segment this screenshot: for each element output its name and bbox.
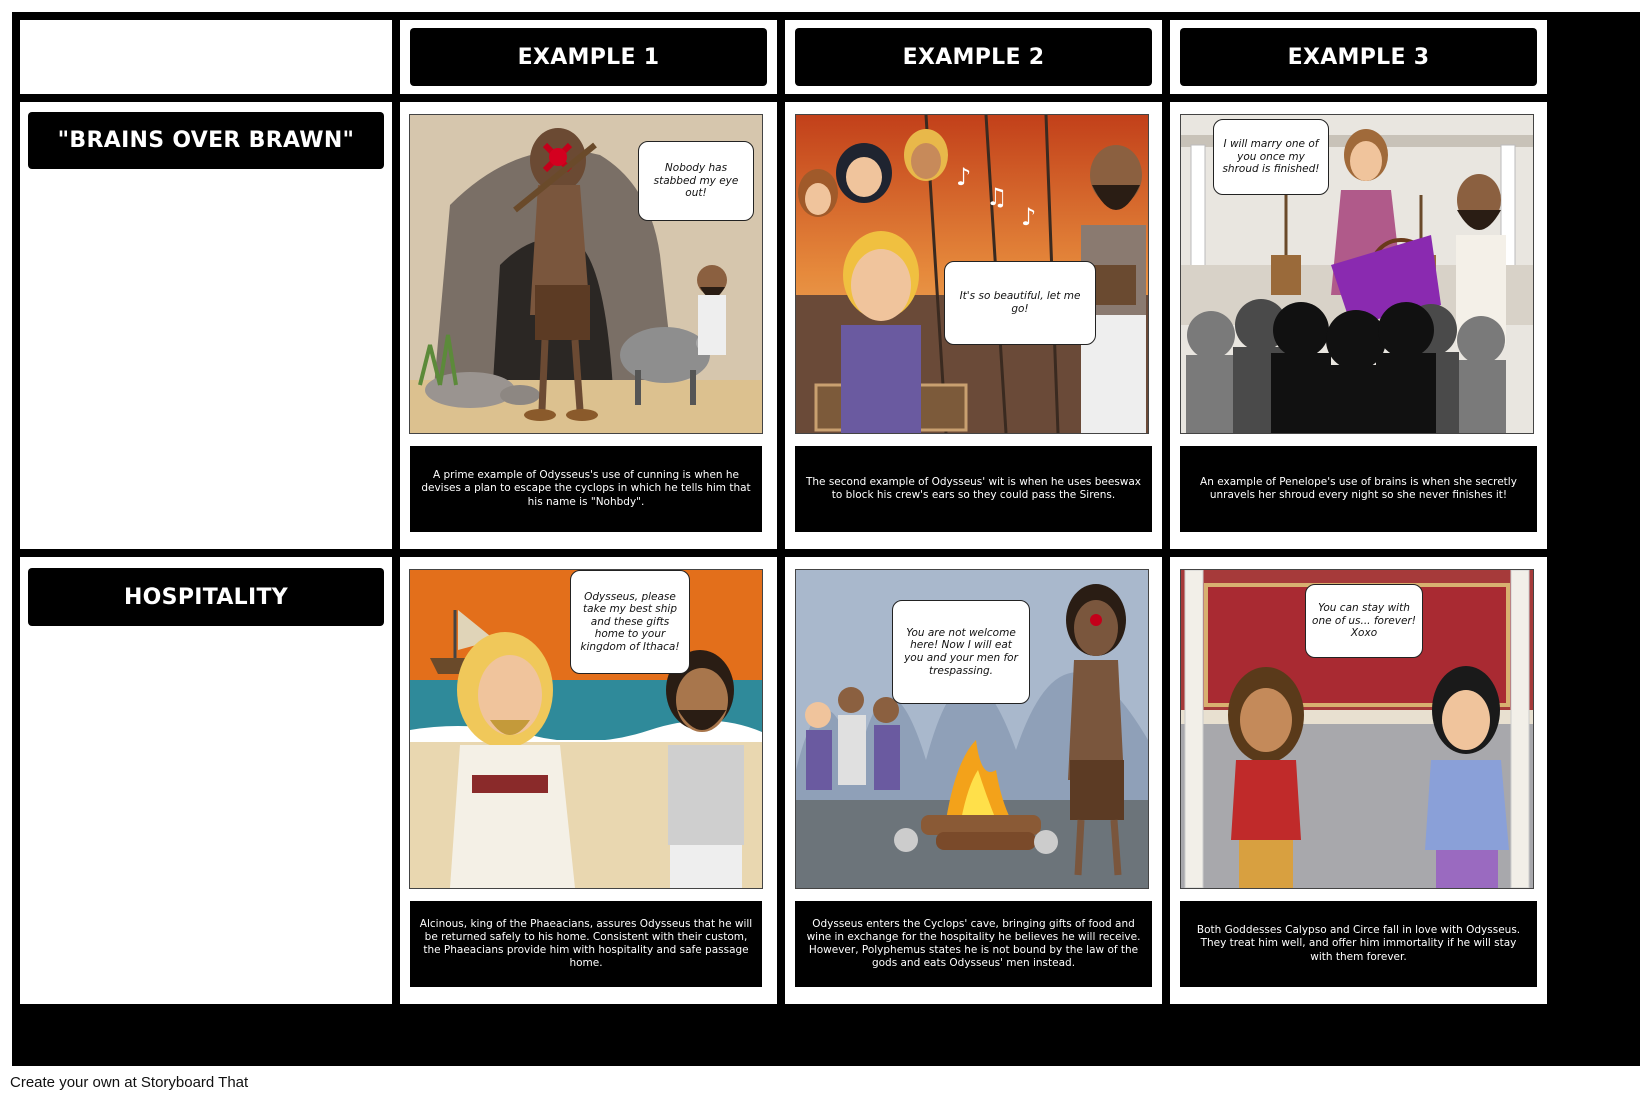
column-header-cell-1 (400, 20, 777, 94)
column-header-3: EXAMPLE 3 (1180, 28, 1537, 86)
panel-cell-r2c3 (1170, 557, 1547, 1004)
row-title-1: "BRAINS OVER BRAWN" (28, 112, 384, 169)
speech-bubble: You can stay with one of us... forever! Xoxo (1305, 584, 1423, 658)
svg-text:♫: ♫ (986, 183, 1008, 211)
column-header-1: EXAMPLE 1 (410, 28, 767, 86)
storyboard-grid (12, 12, 1640, 1066)
scene-cyclops-blinded (409, 114, 763, 434)
panel-caption: Odysseus enters the Cyclops' cave, bringing gifts of food and wine in exchange for the hospitality he believes he will receive. However, Polyphemus states he is not bound by the law of the gods and eats Odysseus' men instead. (795, 901, 1152, 987)
svg-text:♪: ♪ (956, 163, 972, 191)
scene-goddesses (1180, 569, 1534, 889)
row-title-cell-1 (20, 102, 392, 549)
panel-cell-r1c1 (400, 102, 777, 549)
corner-cell (20, 20, 392, 94)
speech-bubble: It's so beautiful, let me go! (944, 261, 1096, 345)
panel-cell-r2c2 (785, 557, 1162, 1004)
panel-caption: An example of Penelope's use of brains is when she secretly unravels her shroud every night so she never finishes it! (1180, 446, 1537, 532)
panel-cell-r2c1 (400, 557, 777, 1004)
panel-caption: The second example of Odysseus' wit is when he uses beeswax to block his crew's ears so they could pass the Sirens. (795, 446, 1152, 532)
panel-cell-r1c2 (785, 102, 1162, 549)
svg-text:♪: ♪ (1021, 203, 1037, 231)
column-header-cell-3 (1170, 20, 1547, 94)
row-title-2: HOSPITALITY (28, 568, 384, 626)
scene-cyclops-cave-fire (795, 569, 1149, 889)
speech-bubble: Odysseus, please take my best ship and these gifts home to your kingdom of Ithaca! (570, 570, 690, 674)
scene-sirens (795, 114, 1149, 434)
column-header-cell-2 (785, 20, 1162, 94)
panel-caption: Alcinous, king of the Phaeacians, assures Odysseus that he will be returned safely to his home. Consistent with their custom, the Phaeacians provide him with hospitality and safe passage home. (410, 901, 762, 987)
scene-penelope (1180, 114, 1534, 434)
panel-caption: A prime example of Odysseus's use of cunning is when he devises a plan to escape the cyclops in which he tells him that his name is "Nohbdy". (410, 446, 762, 532)
column-header-2: EXAMPLE 2 (795, 28, 1152, 86)
speech-bubble: I will marry one of you once my shroud is finished! (1213, 119, 1329, 195)
scene-alcinous (409, 569, 763, 889)
footer-credit[interactable]: Create your own at Storyboard That (10, 1074, 249, 1091)
speech-bubble: You are not welcome here! Now I will eat you and your men for trespassing. (892, 600, 1030, 704)
speech-bubble: Nobody has stabbed my eye out! (638, 141, 754, 221)
panel-caption: Both Goddesses Calypso and Circe fall in love with Odysseus. They treat him well, and offer him immortality if he will stay with them forever. (1180, 901, 1537, 987)
row-title-cell-2 (20, 557, 392, 1004)
panel-cell-r1c3 (1170, 102, 1547, 549)
